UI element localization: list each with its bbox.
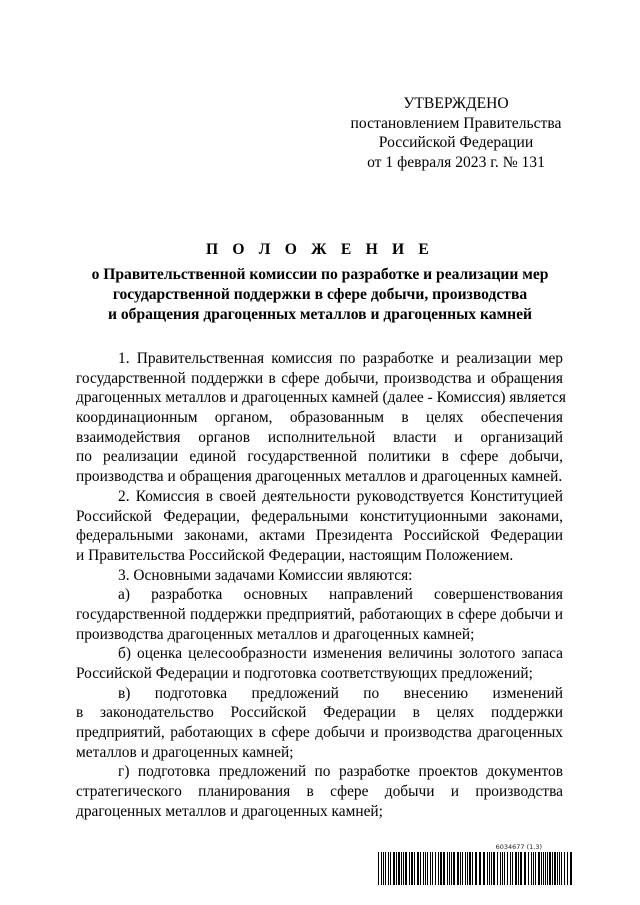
paragraph-line: г) подготовка предложений по разработке проектов документов (118, 763, 563, 781)
approval-line: Российской Федерации (378, 134, 534, 152)
paragraph-line: драгоценных металлов и драгоценных камней (далее - Комиссия) является (76, 389, 566, 407)
paragraph-line: драгоценных металлов и драгоценных камней; (76, 802, 383, 820)
subtitle-line: государственной поддержки в сфере добычи, производства (112, 286, 528, 303)
paragraph-line: взаимодействия органов исполнительной власти и организаций (76, 428, 563, 446)
approval-line: постановлением Правительства (350, 114, 562, 132)
paragraph-line: государственной поддержки в сфере добычи, производства и обращения (76, 369, 563, 387)
paragraph-line: по реализации единой государственной политики в сфере добычи, (76, 448, 563, 466)
paragraph-line: в законодательство Российской Федерации в целях поддержки (76, 704, 563, 722)
approval-stamp (340, 94, 572, 172)
paragraph-line: предприятий, работающих в сфере добычи и производства драгоценных (76, 724, 563, 742)
paragraph-line: 1. Правительственная комиссия по разработке и реализации мер (118, 350, 563, 367)
document-body (76, 349, 566, 822)
paragraph-line: Российской Федерации, федеральными конституционными законами, (76, 507, 563, 525)
subtitle-line: и обращения драгоценных металлов и драгоценных камней (107, 306, 532, 323)
paragraph-line: а) разработка основных направлений совершенствования (118, 586, 563, 604)
barcode-image (378, 852, 572, 885)
paragraph-line: б) оценка целесообразности изменения величины золотого запаса (118, 645, 563, 663)
paragraph-line: федеральными законами, актами Президента Российской Федерации (76, 527, 563, 545)
paragraph-line: производства драгоценных металлов и драгоценных камней; (76, 625, 475, 643)
paragraph-line: координационным органом, образованным в целях обеспечения (76, 409, 563, 427)
barcode-number: 6034677 (1.3) (495, 843, 542, 851)
paragraph-line: государственной поддержки предприятий, работающих в сфере добычи и (76, 605, 563, 623)
barcode-block (378, 843, 572, 887)
subtitle-line: о Правительственной комиссии по разработке и реализации мер (91, 266, 549, 283)
paragraph-line: Российской Федерации и подготовка соответствующих предложений; (76, 665, 533, 682)
paragraph-line: в) подготовка предложений по внесению изменений (118, 684, 563, 702)
paragraph-line: производства и обращения драгоценных металлов и драгоценных камней. (76, 468, 563, 486)
approval-line: УТВЕРЖДЕНО (403, 95, 509, 112)
document-title: П О Л О Ж Е Н И Е (205, 241, 435, 258)
paragraph-line: 3. Основными задачами Комиссии являются: (118, 566, 413, 584)
approval-line: от 1 февраля 2023 г. № 131 (367, 153, 545, 171)
document-subtitle (60, 265, 580, 325)
paragraph-line: стратегического планирования в сфере добычи и производства (76, 783, 563, 801)
paragraph-line: металлов и драгоценных камней; (76, 743, 294, 761)
paragraph-line: и Правительства Российской Федерации, настоящим Положением. (76, 546, 514, 564)
paragraph-line: 2. Комиссия в своей деятельности руководствуется Конституцией (118, 487, 563, 505)
